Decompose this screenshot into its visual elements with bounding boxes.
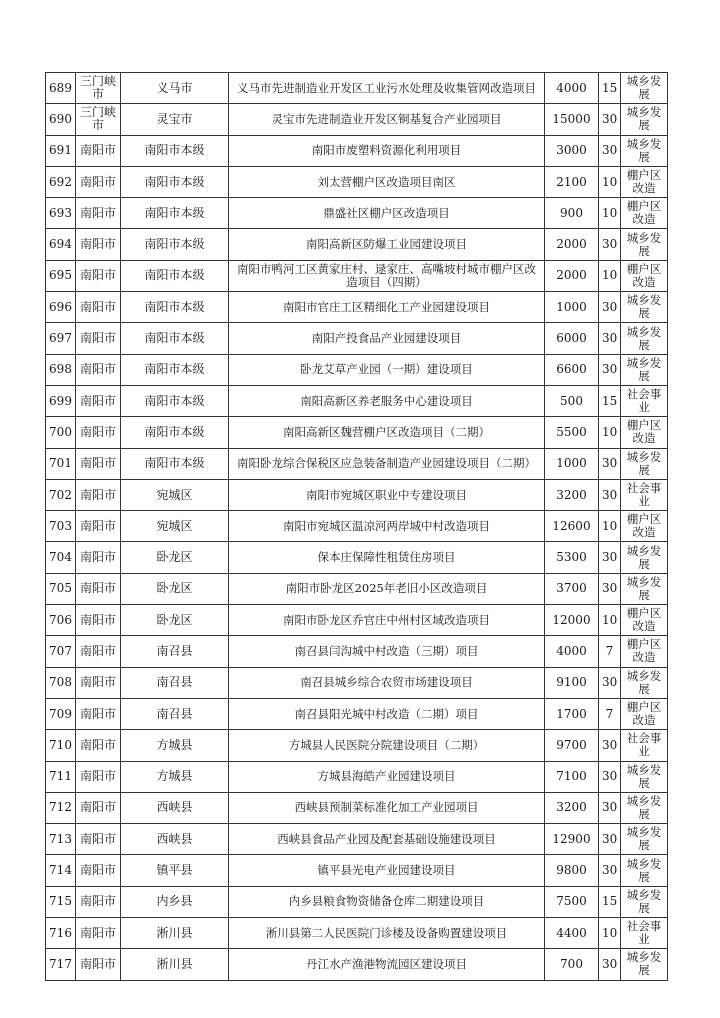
row-number-cell: 694 bbox=[46, 229, 76, 260]
project-name-cell: 西峡县预制菜标准化加工产业园项目 bbox=[229, 792, 545, 823]
project-name-cell: 卧龙艾草产业园（一期）建设项目 bbox=[229, 354, 545, 385]
category-cell: 城乡发展 bbox=[621, 855, 668, 886]
term-years-cell: 30 bbox=[599, 792, 621, 823]
category-cell: 城乡发展 bbox=[621, 667, 668, 698]
row-number-cell: 705 bbox=[46, 573, 76, 604]
district-cell: 内乡县 bbox=[121, 886, 229, 917]
city-cell: 南阳市 bbox=[76, 667, 121, 698]
district-cell: 西峡县 bbox=[121, 824, 229, 855]
row-number-cell: 690 bbox=[46, 104, 76, 135]
table-row bbox=[46, 260, 668, 291]
district-cell: 西峡县 bbox=[121, 792, 229, 823]
table-row bbox=[46, 949, 668, 980]
project-name-cell: 灵宝市先进制造业开发区铜基复合产业园项目 bbox=[229, 104, 545, 135]
district-cell: 卧龙区 bbox=[121, 542, 229, 573]
category-cell: 城乡发展 bbox=[621, 354, 668, 385]
district-cell: 宛城区 bbox=[121, 511, 229, 542]
district-cell: 南阳市本级 bbox=[121, 354, 229, 385]
term-years-cell: 10 bbox=[599, 511, 621, 542]
investment-amount-cell: 12600 bbox=[545, 511, 599, 542]
investment-amount-cell: 9800 bbox=[545, 855, 599, 886]
district-cell: 淅川县 bbox=[121, 949, 229, 980]
category-cell: 城乡发展 bbox=[621, 886, 668, 917]
investment-amount-cell: 2100 bbox=[545, 166, 599, 197]
table-row bbox=[46, 104, 668, 135]
district-cell: 方城县 bbox=[121, 730, 229, 761]
category-cell: 棚户区改造 bbox=[621, 417, 668, 448]
project-name-cell: 南召县城乡综合农贸市场建设项目 bbox=[229, 667, 545, 698]
row-number-cell: 697 bbox=[46, 323, 76, 354]
project-name-cell: 南阳市卧龙区乔官庄中州村区域改造项目 bbox=[229, 605, 545, 636]
investment-amount-cell: 4000 bbox=[545, 73, 599, 104]
table-row bbox=[46, 542, 668, 573]
term-years-cell: 30 bbox=[599, 761, 621, 792]
project-table-wrapper bbox=[45, 72, 667, 981]
investment-amount-cell: 6600 bbox=[545, 354, 599, 385]
investment-amount-cell: 1000 bbox=[545, 292, 599, 323]
term-years-cell: 30 bbox=[599, 667, 621, 698]
district-cell: 南阳市本级 bbox=[121, 166, 229, 197]
city-cell: 南阳市 bbox=[76, 573, 121, 604]
row-number-cell: 699 bbox=[46, 385, 76, 416]
project-name-cell: 丹江水产渔港物流园区建设项目 bbox=[229, 949, 545, 980]
table-row bbox=[46, 292, 668, 323]
project-name-cell: 方城县人民医院分院建设项目（二期） bbox=[229, 730, 545, 761]
district-cell: 方城县 bbox=[121, 761, 229, 792]
project-name-cell: 南阳高新区养老服务中心建设项目 bbox=[229, 385, 545, 416]
project-name-cell: 南阳市鸭河工区黄家庄村、逯家庄、高嘴坡村城市棚户区改造项目（四期） bbox=[229, 260, 545, 291]
investment-amount-cell: 900 bbox=[545, 198, 599, 229]
table-row bbox=[46, 667, 668, 698]
city-cell: 南阳市 bbox=[76, 229, 121, 260]
category-cell: 棚户区改造 bbox=[621, 605, 668, 636]
city-cell: 南阳市 bbox=[76, 385, 121, 416]
row-number-cell: 709 bbox=[46, 698, 76, 729]
project-name-cell: 南召县闫沟城中村改造（三期）项目 bbox=[229, 636, 545, 667]
district-cell: 镇平县 bbox=[121, 855, 229, 886]
project-name-cell: 镇平县光电产业园建设项目 bbox=[229, 855, 545, 886]
row-number-cell: 710 bbox=[46, 730, 76, 761]
term-years-cell: 7 bbox=[599, 698, 621, 729]
term-years-cell: 10 bbox=[599, 260, 621, 291]
table-row bbox=[46, 824, 668, 855]
district-cell: 南阳市本级 bbox=[121, 448, 229, 479]
row-number-cell: 707 bbox=[46, 636, 76, 667]
row-number-cell: 708 bbox=[46, 667, 76, 698]
city-cell: 南阳市 bbox=[76, 949, 121, 980]
category-cell: 社会事业 bbox=[621, 730, 668, 761]
table-row bbox=[46, 229, 668, 260]
district-cell: 义马市 bbox=[121, 73, 229, 104]
city-cell: 南阳市 bbox=[76, 918, 121, 949]
category-cell: 城乡发展 bbox=[621, 73, 668, 104]
city-cell: 南阳市 bbox=[76, 636, 121, 667]
city-cell: 南阳市 bbox=[76, 542, 121, 573]
row-number-cell: 704 bbox=[46, 542, 76, 573]
table-row bbox=[46, 323, 668, 354]
term-years-cell: 7 bbox=[599, 636, 621, 667]
row-number-cell: 703 bbox=[46, 511, 76, 542]
category-cell: 棚户区改造 bbox=[621, 260, 668, 291]
term-years-cell: 30 bbox=[599, 855, 621, 886]
investment-amount-cell: 2000 bbox=[545, 260, 599, 291]
investment-amount-cell: 1700 bbox=[545, 698, 599, 729]
district-cell: 淅川县 bbox=[121, 918, 229, 949]
term-years-cell: 30 bbox=[599, 573, 621, 604]
row-number-cell: 712 bbox=[46, 792, 76, 823]
city-cell: 南阳市 bbox=[76, 605, 121, 636]
district-cell: 南阳市本级 bbox=[121, 198, 229, 229]
project-name-cell: 刘太营棚户区改造项目南区 bbox=[229, 166, 545, 197]
category-cell: 城乡发展 bbox=[621, 824, 668, 855]
investment-amount-cell: 9100 bbox=[545, 667, 599, 698]
city-cell: 南阳市 bbox=[76, 886, 121, 917]
investment-amount-cell: 3200 bbox=[545, 479, 599, 510]
investment-amount-cell: 12000 bbox=[545, 605, 599, 636]
city-cell: 南阳市 bbox=[76, 417, 121, 448]
table-row bbox=[46, 417, 668, 448]
term-years-cell: 30 bbox=[599, 135, 621, 166]
row-number-cell: 715 bbox=[46, 886, 76, 917]
row-number-cell: 711 bbox=[46, 761, 76, 792]
category-cell: 社会事业 bbox=[621, 385, 668, 416]
district-cell: 卧龙区 bbox=[121, 573, 229, 604]
row-number-cell: 716 bbox=[46, 918, 76, 949]
term-years-cell: 30 bbox=[599, 730, 621, 761]
term-years-cell: 10 bbox=[599, 605, 621, 636]
project-name-cell: 方城县海皓产业园建设项目 bbox=[229, 761, 545, 792]
row-number-cell: 714 bbox=[46, 855, 76, 886]
project-name-cell: 保本庄保障性租赁住房项目 bbox=[229, 542, 545, 573]
city-cell: 南阳市 bbox=[76, 323, 121, 354]
project-name-cell: 鼎盛社区棚户区改造项目 bbox=[229, 198, 545, 229]
category-cell: 棚户区改造 bbox=[621, 636, 668, 667]
district-cell: 南阳市本级 bbox=[121, 292, 229, 323]
project-name-cell: 南召县阳光城中村改造（二期）项目 bbox=[229, 698, 545, 729]
table-row bbox=[46, 354, 668, 385]
row-number-cell: 696 bbox=[46, 292, 76, 323]
row-number-cell: 692 bbox=[46, 166, 76, 197]
category-cell: 城乡发展 bbox=[621, 792, 668, 823]
investment-amount-cell: 1000 bbox=[545, 448, 599, 479]
city-cell: 南阳市 bbox=[76, 292, 121, 323]
row-number-cell: 706 bbox=[46, 605, 76, 636]
investment-amount-cell: 4000 bbox=[545, 636, 599, 667]
district-cell: 南阳市本级 bbox=[121, 260, 229, 291]
table-row bbox=[46, 918, 668, 949]
table-row bbox=[46, 886, 668, 917]
table-row bbox=[46, 166, 668, 197]
category-cell: 城乡发展 bbox=[621, 573, 668, 604]
term-years-cell: 10 bbox=[599, 198, 621, 229]
investment-amount-cell: 3200 bbox=[545, 792, 599, 823]
investment-amount-cell: 3700 bbox=[545, 573, 599, 604]
term-years-cell: 30 bbox=[599, 292, 621, 323]
project-name-cell: 南阳市废塑料资源化利用项目 bbox=[229, 135, 545, 166]
category-cell: 棚户区改造 bbox=[621, 198, 668, 229]
term-years-cell: 15 bbox=[599, 886, 621, 917]
district-cell: 南召县 bbox=[121, 636, 229, 667]
term-years-cell: 30 bbox=[599, 323, 621, 354]
district-cell: 宛城区 bbox=[121, 479, 229, 510]
category-cell: 棚户区改造 bbox=[621, 166, 668, 197]
term-years-cell: 10 bbox=[599, 417, 621, 448]
project-name-cell: 内乡县粮食物资储备仓库二期建设项目 bbox=[229, 886, 545, 917]
row-number-cell: 691 bbox=[46, 135, 76, 166]
term-years-cell: 30 bbox=[599, 479, 621, 510]
row-number-cell: 700 bbox=[46, 417, 76, 448]
term-years-cell: 30 bbox=[599, 824, 621, 855]
investment-amount-cell: 7500 bbox=[545, 886, 599, 917]
city-cell: 南阳市 bbox=[76, 698, 121, 729]
city-cell: 南阳市 bbox=[76, 855, 121, 886]
district-cell: 南阳市本级 bbox=[121, 229, 229, 260]
category-cell: 城乡发展 bbox=[621, 949, 668, 980]
term-years-cell: 30 bbox=[599, 229, 621, 260]
district-cell: 灵宝市 bbox=[121, 104, 229, 135]
table-row bbox=[46, 636, 668, 667]
city-cell: 南阳市 bbox=[76, 730, 121, 761]
city-cell: 南阳市 bbox=[76, 511, 121, 542]
project-name-cell: 南阳高新区魏营棚户区改造项目（二期） bbox=[229, 417, 545, 448]
category-cell: 城乡发展 bbox=[621, 761, 668, 792]
table-row bbox=[46, 511, 668, 542]
table-row bbox=[46, 385, 668, 416]
project-name-cell: 南阳市官庄工区精细化工产业园建设项目 bbox=[229, 292, 545, 323]
district-cell: 南阳市本级 bbox=[121, 135, 229, 166]
project-name-cell: 淅川县第二人民医院门诊楼及设备购置建设项目 bbox=[229, 918, 545, 949]
project-name-cell: 南阳产投食品产业园建设项目 bbox=[229, 323, 545, 354]
city-cell: 南阳市 bbox=[76, 198, 121, 229]
investment-amount-cell: 7100 bbox=[545, 761, 599, 792]
category-cell: 城乡发展 bbox=[621, 323, 668, 354]
district-cell: 南召县 bbox=[121, 698, 229, 729]
category-cell: 棚户区改造 bbox=[621, 698, 668, 729]
city-cell: 三门峡市 bbox=[76, 73, 121, 104]
city-cell: 三门峡市 bbox=[76, 104, 121, 135]
row-number-cell: 702 bbox=[46, 479, 76, 510]
row-number-cell: 693 bbox=[46, 198, 76, 229]
investment-amount-cell: 12900 bbox=[545, 824, 599, 855]
investment-amount-cell: 15000 bbox=[545, 104, 599, 135]
district-cell: 南阳市本级 bbox=[121, 417, 229, 448]
table-row bbox=[46, 479, 668, 510]
project-name-cell: 南阳高新区防爆工业园建设项目 bbox=[229, 229, 545, 260]
category-cell: 城乡发展 bbox=[621, 292, 668, 323]
category-cell: 社会事业 bbox=[621, 479, 668, 510]
city-cell: 南阳市 bbox=[76, 166, 121, 197]
investment-amount-cell: 4400 bbox=[545, 918, 599, 949]
table-row bbox=[46, 573, 668, 604]
table-row bbox=[46, 792, 668, 823]
term-years-cell: 15 bbox=[599, 385, 621, 416]
row-number-cell: 698 bbox=[46, 354, 76, 385]
table-row bbox=[46, 198, 668, 229]
category-cell: 社会事业 bbox=[621, 918, 668, 949]
category-cell: 棚户区改造 bbox=[621, 511, 668, 542]
project-name-cell: 义马市先进制造业开发区工业污水处理及收集管网改造项目 bbox=[229, 73, 545, 104]
term-years-cell: 30 bbox=[599, 542, 621, 573]
term-years-cell: 15 bbox=[599, 73, 621, 104]
row-number-cell: 701 bbox=[46, 448, 76, 479]
term-years-cell: 10 bbox=[599, 166, 621, 197]
term-years-cell: 30 bbox=[599, 354, 621, 385]
project-name-cell: 南阳市宛城区职业中专建设项目 bbox=[229, 479, 545, 510]
row-number-cell: 713 bbox=[46, 824, 76, 855]
row-number-cell: 717 bbox=[46, 949, 76, 980]
investment-amount-cell: 9700 bbox=[545, 730, 599, 761]
city-cell: 南阳市 bbox=[76, 792, 121, 823]
table-row bbox=[46, 605, 668, 636]
project-name-cell: 南阳市宛城区温凉河两岸城中村改造项目 bbox=[229, 511, 545, 542]
district-cell: 南阳市本级 bbox=[121, 323, 229, 354]
term-years-cell: 30 bbox=[599, 949, 621, 980]
table-row bbox=[46, 73, 668, 104]
city-cell: 南阳市 bbox=[76, 354, 121, 385]
category-cell: 城乡发展 bbox=[621, 229, 668, 260]
city-cell: 南阳市 bbox=[76, 135, 121, 166]
table-row bbox=[46, 730, 668, 761]
project-name-cell: 南阳市卧龙区2025年老旧小区改造项目 bbox=[229, 573, 545, 604]
investment-amount-cell: 700 bbox=[545, 949, 599, 980]
project-table bbox=[45, 72, 668, 981]
row-number-cell: 695 bbox=[46, 260, 76, 291]
investment-amount-cell: 500 bbox=[545, 385, 599, 416]
investment-amount-cell: 6000 bbox=[545, 323, 599, 354]
table-row bbox=[46, 761, 668, 792]
table-body bbox=[46, 73, 668, 981]
category-cell: 城乡发展 bbox=[621, 448, 668, 479]
city-cell: 南阳市 bbox=[76, 824, 121, 855]
district-cell: 南召县 bbox=[121, 667, 229, 698]
city-cell: 南阳市 bbox=[76, 260, 121, 291]
term-years-cell: 10 bbox=[599, 918, 621, 949]
term-years-cell: 30 bbox=[599, 104, 621, 135]
district-cell: 南阳市本级 bbox=[121, 385, 229, 416]
table-row bbox=[46, 855, 668, 886]
category-cell: 城乡发展 bbox=[621, 104, 668, 135]
investment-amount-cell: 2000 bbox=[545, 229, 599, 260]
table-row bbox=[46, 448, 668, 479]
table-row bbox=[46, 698, 668, 729]
project-name-cell: 南阳卧龙综合保税区应急装备制造产业园建设项目（二期） bbox=[229, 448, 545, 479]
row-number-cell: 689 bbox=[46, 73, 76, 104]
project-name-cell: 西峡县食品产业园及配套基础设施建设项目 bbox=[229, 824, 545, 855]
investment-amount-cell: 3000 bbox=[545, 135, 599, 166]
city-cell: 南阳市 bbox=[76, 448, 121, 479]
category-cell: 城乡发展 bbox=[621, 542, 668, 573]
investment-amount-cell: 5300 bbox=[545, 542, 599, 573]
category-cell: 城乡发展 bbox=[621, 135, 668, 166]
table-row bbox=[46, 135, 668, 166]
city-cell: 南阳市 bbox=[76, 479, 121, 510]
investment-amount-cell: 5500 bbox=[545, 417, 599, 448]
district-cell: 卧龙区 bbox=[121, 605, 229, 636]
term-years-cell: 30 bbox=[599, 448, 621, 479]
city-cell: 南阳市 bbox=[76, 761, 121, 792]
